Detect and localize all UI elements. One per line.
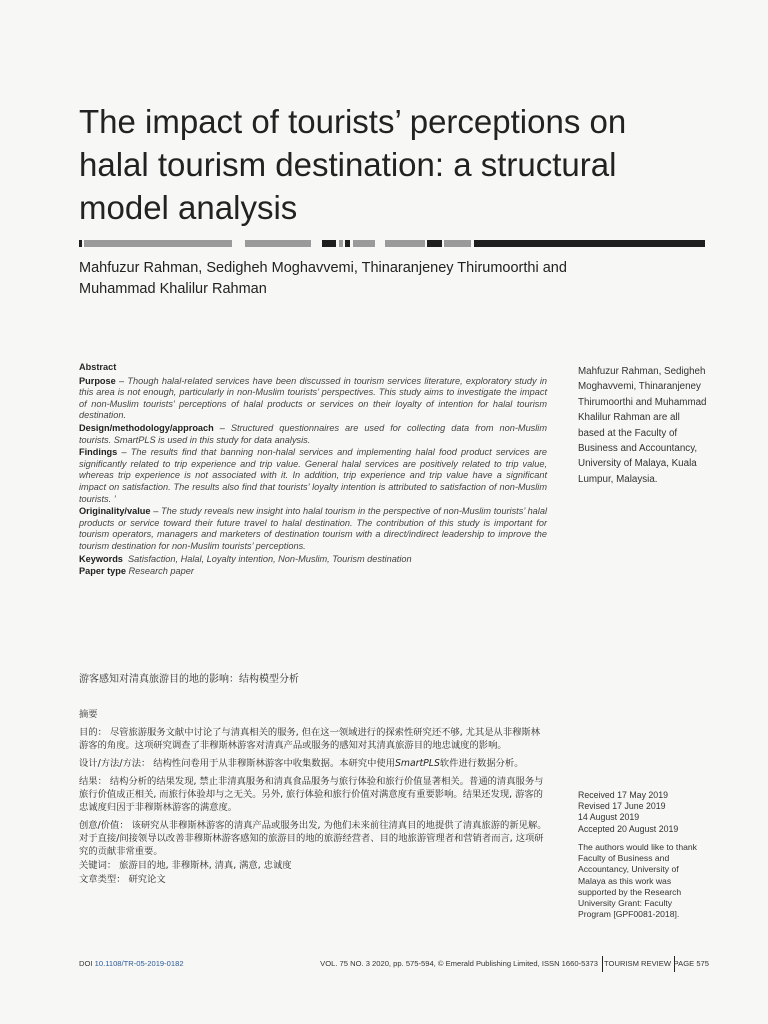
chinese-design-prefix: 设计/方法/方法： 结构性问卷用于从非穆斯林游客中收集数据。本研究中使用: [79, 758, 396, 769]
rule-segment: [339, 240, 343, 247]
author-list: Mahfuzur Rahman, Sedigheh Moghavvemi, Thinaranjeney Thirumoorthi and Muhammad Khalilur Rahman: [79, 260, 567, 297]
acknowledgement-note: The authors would like to thank Faculty of Business and Accountancy, University of Malaya as this work was supported by the Research University Grant: Faculty Program [GPF0081-2018].: [578, 842, 697, 920]
rule-segment: [322, 240, 336, 247]
rule-segment: [385, 240, 425, 247]
doi-label: DOI: [79, 959, 93, 968]
keywords-text: Satisfaction, Halal, Loyalty intention, Non-Muslim, Tourism destination: [128, 553, 412, 564]
chinese-title: 游客感知对清真旅游目的地的影响：结构模型分析: [79, 674, 299, 685]
rule-segment: [353, 240, 375, 247]
chinese-design: [79, 757, 549, 770]
abstract-section: [79, 362, 547, 579]
footer-separator: [602, 956, 603, 972]
chinese-abstract: [79, 708, 549, 887]
purpose-text: Though halal-related services have been discussed in tourism services literature, exploratory study in this area is not enough, particularly in non-Muslim tourists’ perspectives. This study aims to investigate the impact of non-Muslim tourists’ perceptions of halal products or services on their loyalty of intention for halal tourism destination.: [79, 375, 547, 421]
rule-segment: [444, 240, 471, 247]
rule-segment: [427, 240, 442, 247]
originality-label: Originality/value: [79, 506, 151, 517]
abstract-originality: Originality/value – The study reveals new insight into halal tourism in the perspective of non-Muslim tourists’ halal products or service toward their future travel to halal destination. The contribution of this study is important for tourism operators, managers and marketers of destination tourism with a direct/indirect leadership to improve the tourism destination for non-Muslim tourists’ perceptions.: [79, 506, 547, 551]
findings-label: Findings: [79, 447, 118, 458]
chinese-design-suffix: 软件进行数据分析。: [439, 758, 524, 769]
originality-text: The study reveals new insight into halal tourism in the perspective of non-Muslim tourists’ halal products or service toward their future travel to halal destination. The contribution of this study is important for tourism operators, managers and marketers of destination tourism with a direct/indirect leadership to improve the tourism destination for non-Muslim tourists’ perceptions.: [79, 506, 547, 551]
page-footer: [79, 956, 709, 972]
received-date: Received 17 May 2019: [578, 790, 668, 800]
abstract-findings: Findings – The results find that banning non-halal services and implementing halal food product services are significantly related to trip experience and trip value. General halal services are positively related to trip value, whereas trip experience is not associated with it. In addition, trip experience and trip value have a significant impact on satisfaction. The results also find that tourists’ loyalty intention is attributed to satisfaction of non-Muslim tourists. ’: [79, 447, 547, 504]
title-rule: [79, 240, 705, 247]
rule-segment: [474, 240, 705, 247]
design-text: Structured questionnaires are used for collecting data from non-Muslim tourists. SmartPLS is used in this study for data analysis.: [79, 422, 548, 445]
abstract-paper-type: [79, 566, 547, 578]
chinese-keywords: 关键词： 旅游目的地, 非穆斯林, 清真, 满意, 忠诚度: [79, 860, 292, 871]
abstract-heading: Abstract: [79, 362, 117, 372]
abstract-purpose: Purpose – Though halal-related services have been discussed in tourism services literature, exploratory study in this area is not enough, particularly in non-Muslim tourists’ perspectives. This study aims to investigate the impact of non-Muslim tourists’ perceptions of halal products or services on their loyalty of intention for halal tourism destination.: [79, 375, 547, 421]
journal-name: TOURISM REVIEW: [604, 959, 671, 968]
findings-text: The results find that banning non-halal services and implementing halal food product services are significantly related to trip experience and trip value. General halal services are positively related to trip value, whereas trip experience is not associated with it. In addition, trip experience and trip value have a significant impact on satisfaction. The results also find that tourists’ loyalty intention is attributed to satisfaction of non-Muslim tourists. ’: [79, 447, 547, 504]
doi-link[interactable]: 10.1108/TR-05-2019-0182: [94, 959, 184, 968]
author-affiliation-note: Mahfuzur Rahman, Sedigheh Moghavvemi, Thinaranjeney Thirumoorthi and Muhammad Khalilur Rahman are all based at the Faculty of Business and Accountancy, University of Malaya, Kuala Lumpur, Malaysia.: [578, 366, 707, 485]
rule-segment: [245, 240, 311, 247]
revised-date: Revised 17 June 2019: [578, 801, 666, 812]
volume-info: VOL. 75 NO. 3 2020, pp. 575-594, © Emerald Publishing Limited, ISSN 1660-5373: [320, 959, 598, 968]
keywords-label: Keywords: [79, 553, 123, 564]
chinese-findings: 结果： 结构分析的结果发现, 禁止非清真服务和清真食品服务与旅行体验和旅行价值显著相关。普通的清真服务与旅行价值成正相关, 而旅行体验却与之无关。另外, 旅行体验和旅行价值对满意度有重要影响。结果还发现, 游客的忠诚度归因于非穆斯林游客的满意度。: [79, 776, 544, 813]
chinese-paper-type: 文章类型： 研究论文: [79, 874, 166, 885]
rule-segment: [79, 240, 82, 247]
submission-dates: [578, 790, 708, 835]
article-title: The impact of tourists’ perceptions on halal tourism destination: a structural model analysis: [79, 103, 627, 226]
chinese-purpose: 目的： 尽管旅游服务文献中讨论了与清真相关的服务, 但在这一领域进行的探索性研究还不够, 尤其是从非穆斯林游客的角度。这项研究调查了非穆斯林游客对清真产品或服务的感知对其清真旅游目的地忠诚度的影响。: [79, 727, 541, 751]
accepted-date: Accepted 20 August 2019: [578, 823, 679, 834]
abstract-design: Design/methodology/approach – Structured questionnaires are used for collecting data from non-Muslim tourists. SmartPLS is used in this study for data analysis.: [79, 422, 548, 445]
paper-type-text: Research paper: [128, 566, 194, 577]
page-number: PAGE 575: [673, 959, 709, 968]
revised-date-2: 14 August 2019: [578, 812, 640, 823]
paper-type-label: Paper type: [79, 566, 126, 577]
chinese-originality: 创意/价值： 该研究从非穆斯林游客的清真产品或服务出发, 为他们未来前往清真目的地提供了清真旅游的新见解。对于直接/间接领导以改善非穆斯林游客感知的旅游目的地的旅游经营者、目的地旅游管理者和营销者而言, 这项研究的贡献非常重要。: [79, 820, 547, 857]
chinese-abstract-heading: 摘要: [79, 709, 98, 720]
chinese-design-software: SmartPLS: [395, 758, 440, 769]
doi: [79, 959, 184, 968]
abstract-keywords: [79, 554, 547, 566]
rule-segment: [84, 240, 232, 247]
purpose-label: Purpose: [79, 375, 116, 386]
design-label: Design/methodology/approach: [79, 422, 214, 433]
rule-segment: [345, 240, 350, 247]
